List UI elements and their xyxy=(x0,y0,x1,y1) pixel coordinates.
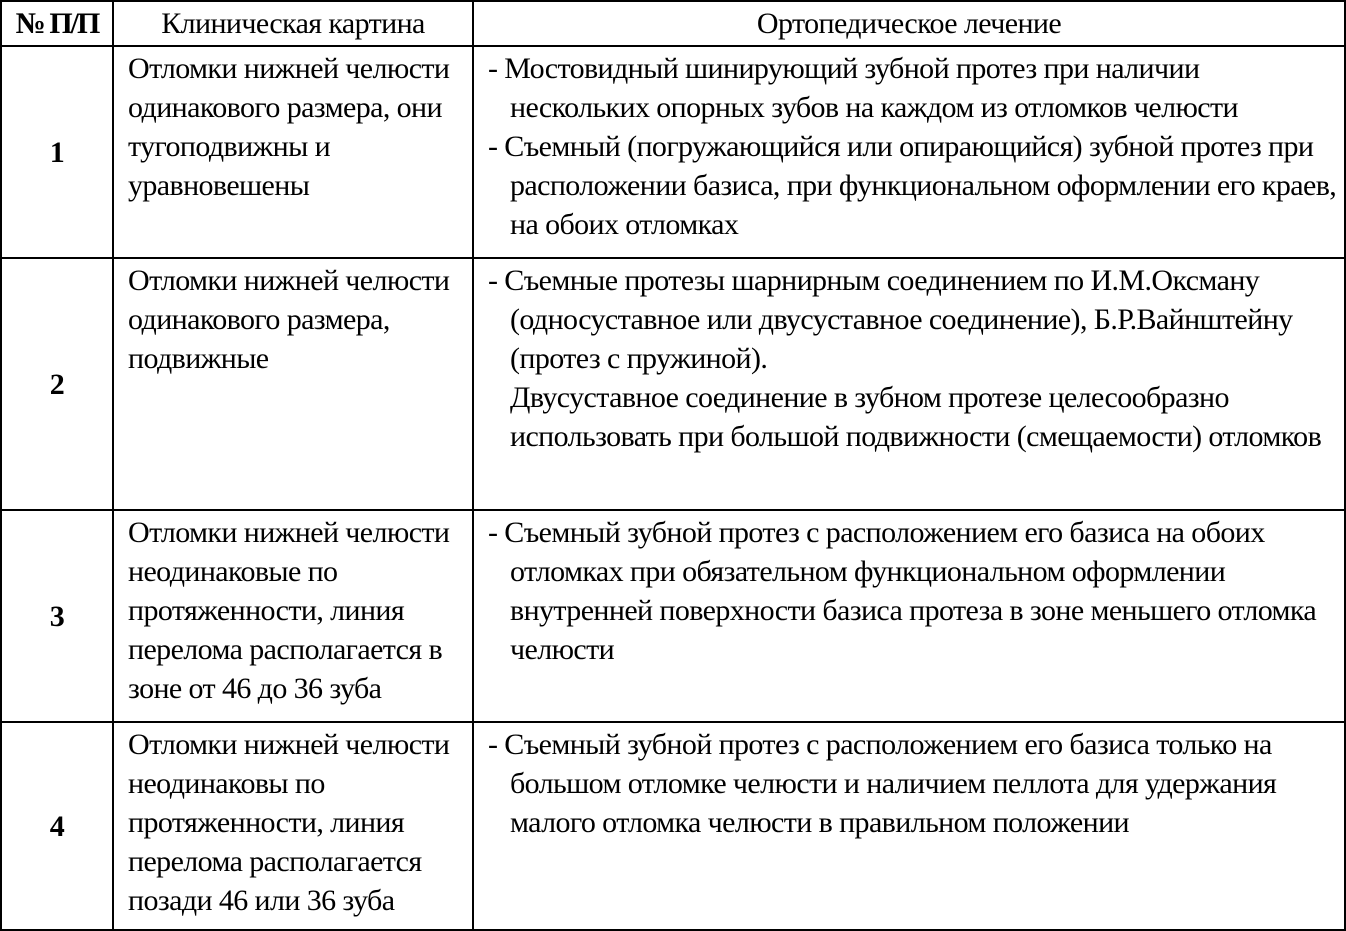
table-row xyxy=(1,722,1345,930)
table-header-row xyxy=(1,1,1345,46)
header-number: № П/П xyxy=(1,1,113,46)
header-orthopedic-treatment: Ортопедическое лечение xyxy=(473,1,1345,46)
treatment-item: - Съемные протезы шарнирным соединением по И.М.Оксману (односуставное или двусуставное соединение), Б.Р.Вайнштейну (протез с пружиной). xyxy=(488,264,1293,375)
treatment-cell xyxy=(473,510,1345,722)
row-number: 3 xyxy=(1,510,113,722)
table-row xyxy=(1,46,1345,258)
clinical-picture-cell: Отломки нижней челюсти одинакового размера, подвижные xyxy=(113,258,473,510)
clinical-picture-cell: Отломки нижней челюсти неодинаковые по протяженности, линия перелома располагается в зоне от 46 до 36 зуба xyxy=(113,510,473,722)
treatment-item: - Мостовидный шинирующий зубной протез при наличии нескольких опорных зубов на каждом из отломков челюсти xyxy=(488,52,1238,124)
treatment-note: Двусуставное соединение в зубном протезе целесообразно использовать при большой подвижности (смещаемости) отломков xyxy=(510,381,1322,453)
treatment-item: - Съемный зубной протез с расположением его базиса только на большом отломке челюсти и наличием пеллота для удержания малого отломка челюсти в правильном положении xyxy=(488,728,1277,839)
treatment-cell xyxy=(473,46,1345,258)
treatment-item: - Съемный зубной протез с расположением его базиса на обоих отломках при обязательном функциональном оформлении внутренней поверхности базиса протеза в зоне меньшего отломка челюсти xyxy=(488,516,1317,666)
table-row xyxy=(1,510,1345,722)
header-clinical-picture: Клиническая картина xyxy=(113,1,473,46)
row-number: 4 xyxy=(1,722,113,930)
table-row xyxy=(1,258,1345,510)
treatment-cell xyxy=(473,258,1345,510)
clinical-picture-cell: Отломки нижней челюсти одинакового размера, они тугоподвижны и уравновешены xyxy=(113,46,473,258)
row-number: 1 xyxy=(1,46,113,258)
treatment-item: - Съемный (погружающийся или опирающийся) зубной протез при расположении базиса, при функциональном оформлении его краев, на обоих отломках xyxy=(488,130,1337,241)
clinical-picture-cell: Отломки нижней челюсти неодинаковы по протяженности, линия перелома располагается позади 46 или 36 зуба xyxy=(113,722,473,930)
treatment-cell xyxy=(473,722,1345,930)
row-number: 2 xyxy=(1,258,113,510)
